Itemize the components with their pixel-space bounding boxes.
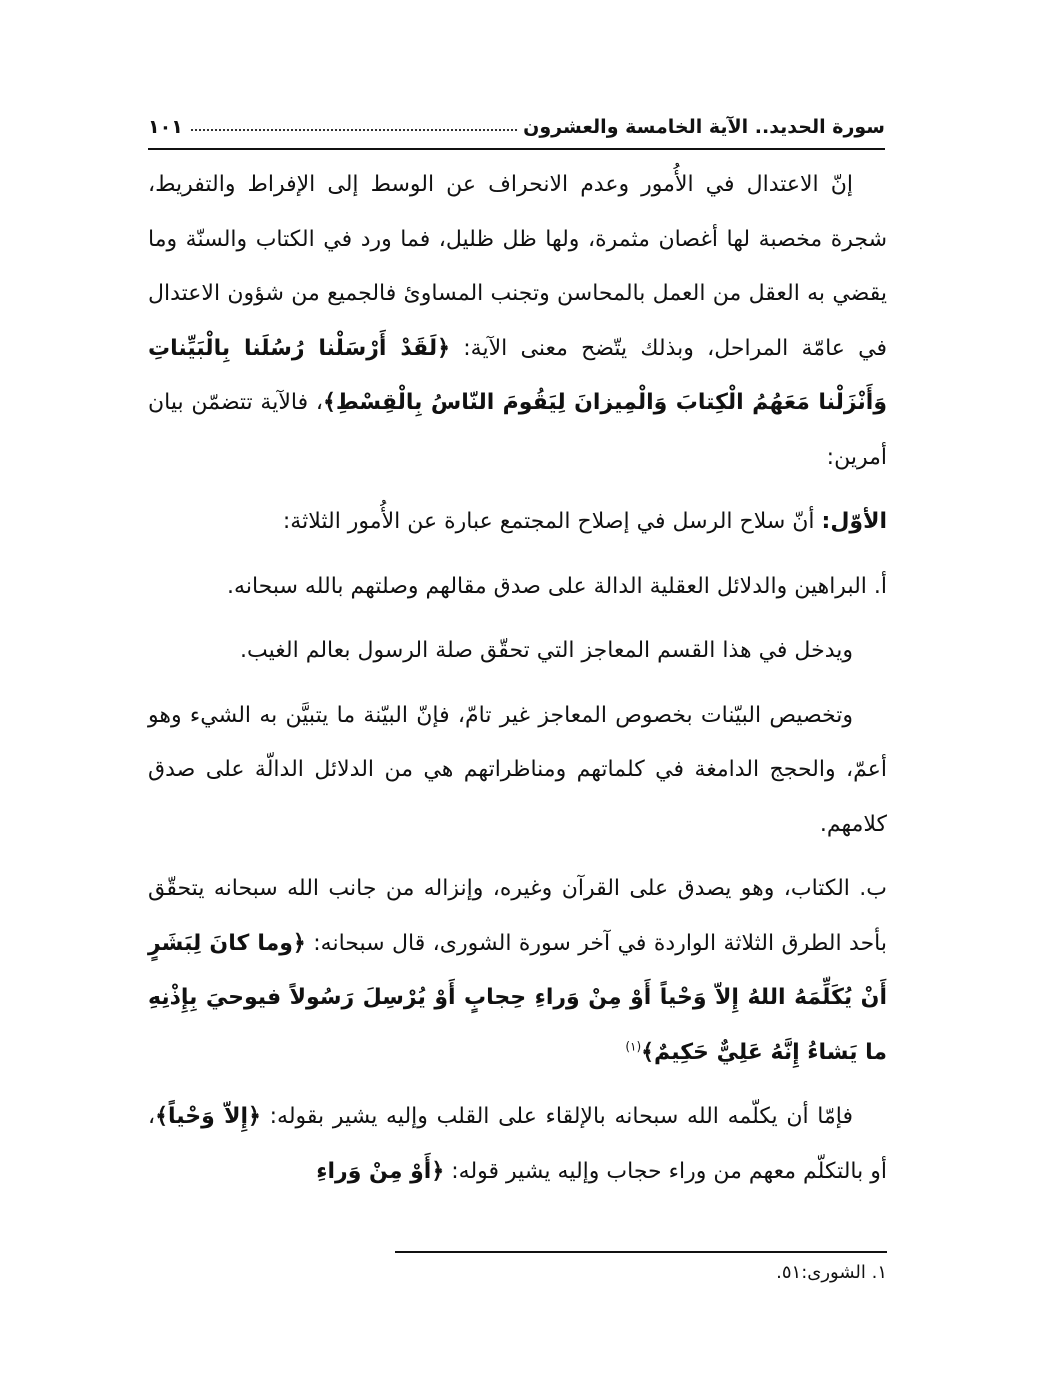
paragraph-5: وتخصيص البيّنات بخصوص المعاجز غير تامّ، فإنّ البيّنة ما يتبيَّن به الشيء وهو أعمّ، والحجج الدامغة في كلماتهم ومناظراتهم هي من الدلائل الدالّة على صدق كلامهم. <box>148 702 887 837</box>
paragraph-6 <box>148 862 887 1080</box>
header-title: سورة الحديد.. الآية الخامسة والعشرون <box>523 116 885 138</box>
header-leader-dots <box>191 129 517 131</box>
running-header <box>148 98 885 138</box>
paragraph-1-end: ، فالآية تتضمّن بيان أمرين: <box>148 390 887 470</box>
quran-verse-1: ﴿لَقَدْ أَرْسَلْنا رُسُلَنا بِالْبَيِّناتِ وَأَنْزَلْنا مَعَهُمُ الْكِتابَ وَالْمِيزانَ لِيَقُومَ النّاسُ بِالْقِسْطِ﴾ <box>148 335 887 415</box>
point-label-first: الأوّل: <box>821 509 887 534</box>
footnote: ١. الشورى:٥١. <box>776 1262 887 1283</box>
footnote-marker: (١) <box>625 1039 642 1054</box>
paragraph-7 <box>148 1090 887 1199</box>
paragraph-3: أ. البراهين والدلائل العقلية الدالة على صدق مقالهم وصلتهم بالله سبحانه. <box>227 573 887 599</box>
paragraph-7-text-b: ، أو بالتكلّم معهم من وراء حجاب وإليه يشير قوله: <box>148 1104 887 1184</box>
header-rule <box>148 148 885 150</box>
quran-verse-2: ﴿وما كانَ لِبَشَرٍ أَنْ يُكَلِّمَهُ اللهُ إِلاّ وَحْياً أَوْ مِنْ وَراءِ حِجابٍ أَوْ يُرْسِلَ رَسُولاً فيوحيَ بِإِذْنِهِ ما يَشاءُ إِنَّهُ عَلِيٌّ حَكِيمٌ﴾ <box>148 930 887 1065</box>
paragraph-7-text-a: فإمّا أن يكلّمه الله سبحانه بالإلقاء على القلب وإليه يشير بقوله: <box>260 1104 854 1129</box>
quran-excerpt-2: ﴿أَوْ مِنْ وَراءِ <box>316 1158 445 1184</box>
paragraph-1 <box>148 158 887 485</box>
paragraph-1-text: إنّ الاعتدال في الأُمور وعدم الانحراف عن الوسط إلى الإفراط والتفريط، شجرة مخصبة لها أغصان مثمرة، ولها ظل ظليل، فما ورد في الكتاب والسنّة وما يقضي به العقل من العمل بالمحاسن وتجنب المساوئ فالجميع من شؤون الاعتدال في عامّة المراحل، وبذلك يتّضح معنى الآية: <box>148 172 887 361</box>
quran-excerpt-1: ﴿إِلاّ وَحْياً﴾ <box>155 1104 261 1129</box>
footnote-rule <box>395 1251 887 1253</box>
paragraph-6-text: ب. الكتاب، وهو يصدق على القرآن وغيره، وإنزاله من جانب الله سبحانه يتحقّق بأحد الطرق الثلاثة الواردة في آخر سورة الشورى، قال سبحانه: <box>148 876 887 956</box>
paragraph-2 <box>148 495 887 550</box>
paragraph-4: ويدخل في هذا القسم المعاجز التي تحقّق صلة الرسول بعالم الغيب. <box>240 638 853 663</box>
main-text <box>148 158 887 1199</box>
page-number: ١٠١ <box>148 116 183 138</box>
paragraph-2-text: أنّ سلاح الرسل في إصلاح المجتمع عبارة عن الأُمور الثلاثة: <box>282 509 822 534</box>
